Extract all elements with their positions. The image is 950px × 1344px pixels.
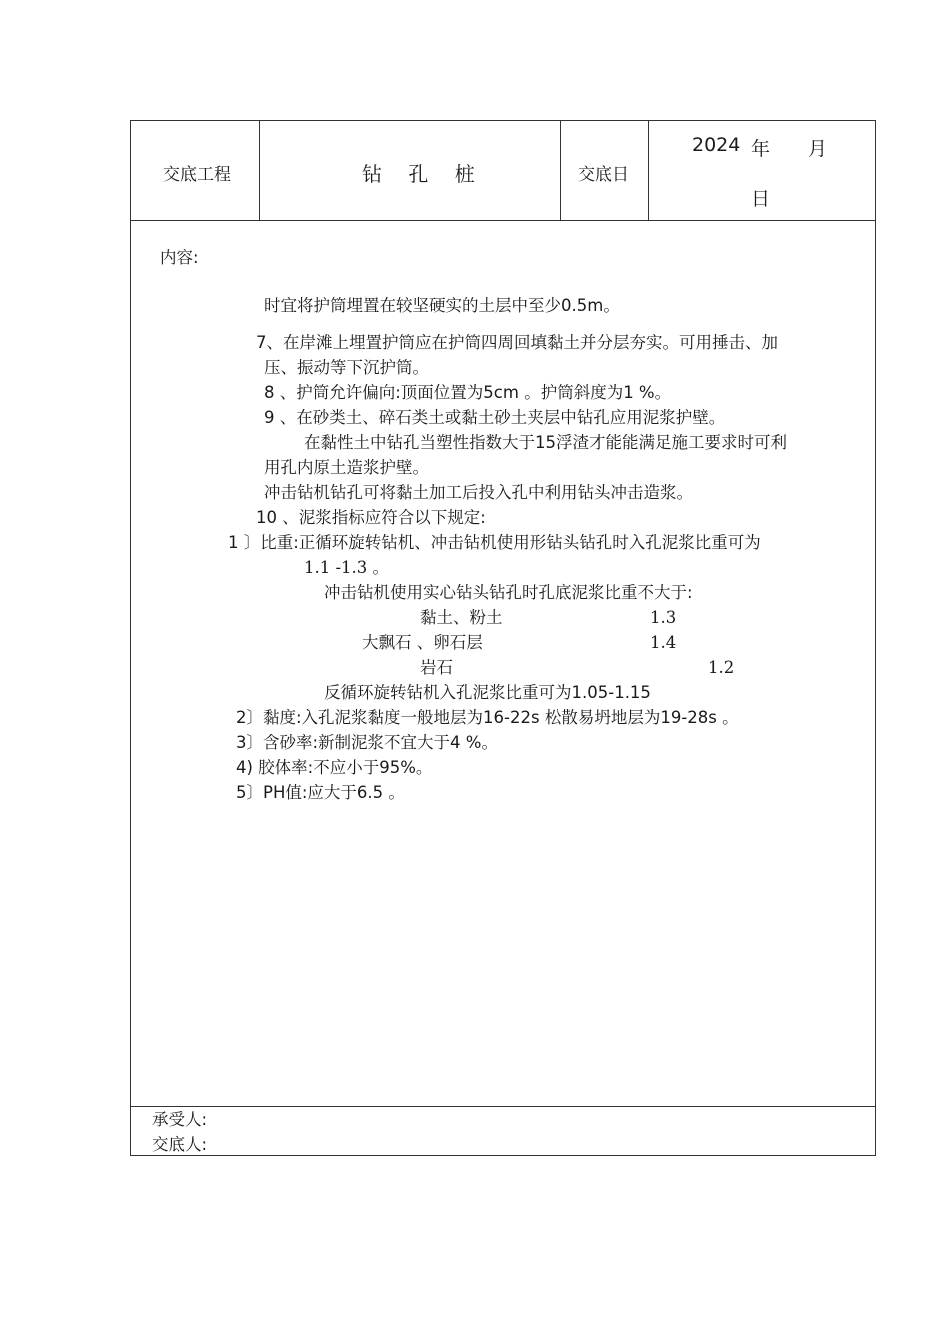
content-line: 10 、泥浆指标应符合以下规定: — [256, 508, 486, 527]
content-line: 7、在岸滩上埋置护筒应在护筒四周回填黏土并分层夯实。可用捶击、加 — [256, 333, 778, 352]
content-line: 5〕PH值:应大于6.5 。 — [236, 783, 405, 802]
content-line: 岩石 — [420, 658, 453, 677]
header-divider — [130, 220, 876, 221]
issuer-label: 交底人: — [152, 1135, 208, 1154]
content-line: 黏土、粉土 — [420, 608, 503, 627]
content-line: 在黏性土中钻孔当塑性指数大于15浮渣才能能满足施工要求时可利 — [304, 433, 787, 452]
content-line: 大飘石 、卵石层 — [362, 633, 483, 652]
content-line: 9 、在砂类土、碎石类土或黏土砂土夹层中钻孔应用泥浆护壁。 — [264, 408, 726, 427]
date-month-unit: 月 — [808, 138, 828, 160]
content-value: 1.4 — [650, 633, 677, 652]
content-line: 冲击钻机使用实心钻头钻孔时孔底泥浆比重不大于: — [324, 583, 693, 602]
content-value: 1.3 — [650, 608, 677, 627]
content-line: 3〕含砂率:新制泥浆不宜大于4 %。 — [236, 733, 498, 752]
column-divider — [648, 120, 649, 220]
document-table — [130, 120, 876, 1156]
content-label: 内容: — [160, 248, 199, 267]
content-line: 1 〕比重:正循环旋转钻机、冲击钻机使用形钻头钻孔时入孔泥浆比重可为 — [228, 533, 761, 552]
date-year-unit: 年 — [751, 138, 771, 160]
date-label: 交底日 — [578, 165, 629, 185]
content-line: 反循环旋转钻机入孔泥浆比重可为1.05-1.15 — [324, 683, 651, 702]
project-name: 钻 孔 桩 — [362, 162, 485, 186]
column-divider — [560, 120, 561, 220]
content-line: 1.1 -1.3 。 — [304, 558, 390, 577]
date-day-unit: 日 — [751, 188, 771, 210]
content-line: 8 、护筒允许偏向:顶面位置为5cm 。护筒斜度为1 %。 — [264, 383, 672, 402]
content-line: 用孔内原土造浆护壁。 — [264, 458, 429, 477]
content-line: 4) 胶体率:不应小于95%。 — [236, 758, 433, 777]
content-line: 时宜将护筒埋置在较坚硬实的土层中至少0.5m。 — [264, 296, 620, 315]
project-label: 交底工程 — [163, 165, 231, 185]
content-value: 1.2 — [708, 658, 735, 677]
content-line: 冲击钻机钻孔可将黏土加工后投入孔中利用钻头冲击造浆。 — [264, 483, 693, 502]
column-divider — [259, 120, 260, 220]
content-line: 2〕黏度:入孔泥浆黏度一般地层为16-22s 松散易坍地层为19-28s 。 — [236, 708, 739, 727]
date-year: 2024 — [692, 134, 741, 156]
receiver-label: 承受人: — [152, 1110, 208, 1129]
content-line: 压、振动等下沉护筒。 — [264, 358, 429, 377]
footer-divider — [130, 1106, 876, 1107]
